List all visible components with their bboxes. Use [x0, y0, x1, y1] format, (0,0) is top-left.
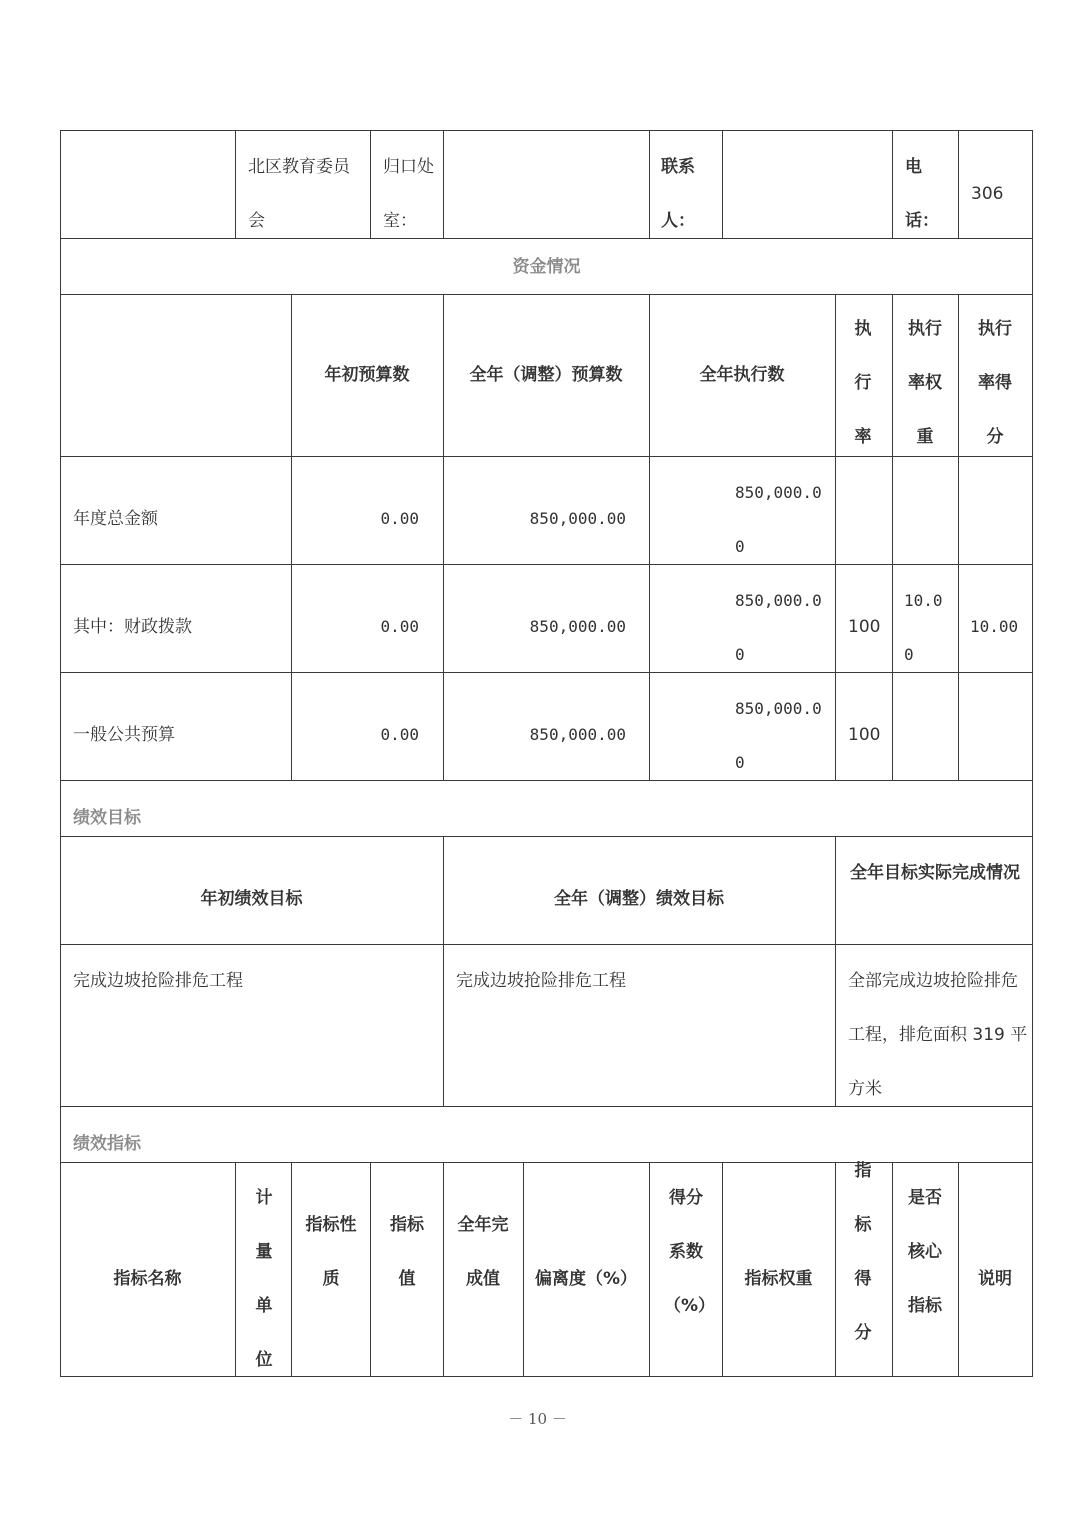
indicators-section-title: 绩效指标 — [73, 1134, 141, 1154]
col-target-value: 指标值 — [390, 1215, 424, 1289]
funds-row-adjusted: 850,000.00 — [529, 617, 626, 636]
unit-name: 北区教育委员会 — [248, 157, 350, 231]
col-actual-completion: 全年目标实际完成情况 — [850, 863, 1020, 883]
dept-label: 归口处室： — [383, 157, 434, 231]
col-remarks: 说明 — [978, 1269, 1012, 1289]
col-nature: 指标性质 — [305, 1215, 357, 1289]
page-number: － 10 － — [508, 1410, 567, 1428]
col-core-indicator: 是否核心指标 — [908, 1188, 942, 1316]
col-initial-budget: 年初预算数 — [324, 365, 410, 385]
funds-row-score: 10.00 — [970, 617, 1019, 636]
funds-row-name: 年度总金额 — [73, 509, 158, 529]
contact-label: 联系人： — [661, 157, 695, 231]
phone-value: 306 — [971, 184, 1004, 204]
funds-row-executed: 850,000.00 — [735, 591, 822, 664]
col-rate-weight: 执行率权重 — [908, 319, 942, 447]
funds-row-rate: 100 — [848, 725, 881, 745]
initial-goal-text: 完成边坡抢险排危工程 — [73, 971, 243, 991]
funds-row-initial: 0.00 — [380, 725, 419, 744]
performance-table — [60, 130, 1033, 1377]
funds-row-adjusted: 850,000.00 — [529, 725, 626, 744]
col-rate-score: 执行率得分 — [978, 319, 1012, 447]
actual-completion-text: 全部完成边坡抢险排危工程，排危面积 319 平方米 — [848, 971, 1028, 1099]
funds-section-title: 资金情况 — [512, 257, 581, 277]
phone-label: 电话： — [905, 157, 939, 231]
col-indicator-name: 指标名称 — [113, 1269, 182, 1289]
funds-row-executed: 850,000.00 — [735, 699, 822, 772]
funds-row-weight: 10.00 — [904, 591, 943, 664]
col-initial-goal: 年初绩效目标 — [200, 889, 303, 909]
adjusted-goal-text: 完成边坡抢险排危工程 — [456, 971, 626, 991]
col-deviation: 偏离度（%） — [534, 1269, 638, 1289]
funds-row-initial: 0.00 — [380, 617, 419, 636]
funds-row-initial: 0.00 — [380, 509, 419, 528]
col-exec-rate: 执行率 — [854, 319, 872, 447]
col-unit: 计量单位 — [255, 1188, 273, 1370]
funds-row-rate: 100 — [848, 617, 881, 637]
col-completed-value: 全年完成值 — [457, 1215, 509, 1289]
col-executed: 全年执行数 — [699, 365, 785, 385]
funds-row-name: 一般公共预算 — [73, 725, 175, 745]
funds-row-name: 其中：财政拨款 — [73, 617, 192, 637]
goals-section-title: 绩效目标 — [73, 808, 141, 828]
col-adjusted-budget: 全年（调整）预算数 — [469, 365, 623, 385]
funds-row-executed: 850,000.00 — [735, 483, 822, 556]
col-adjusted-goal: 全年（调整）绩效目标 — [554, 889, 724, 909]
col-indicator-weight: 指标权重 — [744, 1269, 813, 1289]
funds-row-adjusted: 850,000.00 — [529, 509, 626, 528]
col-score-coefficient: 得分系数（%） — [664, 1188, 716, 1316]
col-indicator-score: 指标得分 — [854, 1161, 872, 1343]
